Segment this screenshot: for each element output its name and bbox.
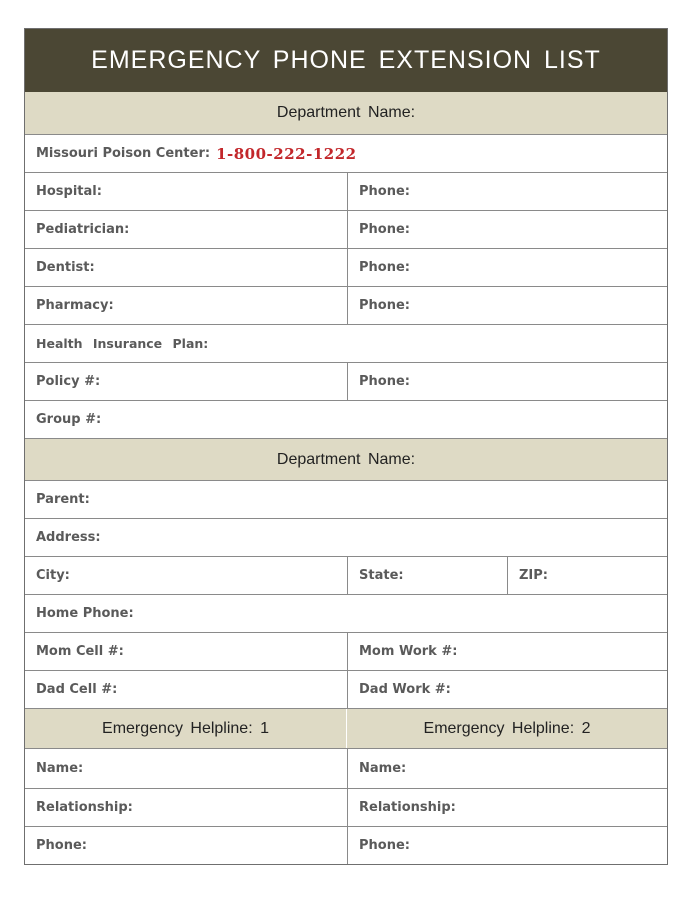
helpline-1-relationship-field[interactable]: Relationship:	[36, 800, 133, 815]
dentist-field[interactable]: Dentist:	[36, 260, 95, 275]
helpline-1-phone-field[interactable]: Phone:	[36, 838, 87, 853]
helpline-2-header: Emergency Helpline: 2	[423, 719, 591, 737]
city-field[interactable]: City:	[36, 568, 70, 583]
emergency-form	[24, 28, 668, 865]
hospital-field[interactable]: Hospital:	[36, 184, 102, 199]
policy-field[interactable]: Policy #:	[36, 374, 101, 389]
health-insurance-row	[25, 324, 667, 362]
poison-center-field[interactable]	[25, 135, 667, 172]
address-field[interactable]: Address:	[36, 530, 101, 545]
zip-field[interactable]: ZIP:	[507, 557, 667, 594]
poison-center-row	[25, 134, 667, 172]
home-phone-field[interactable]: Home Phone:	[36, 606, 134, 621]
pharmacy-field[interactable]: Pharmacy:	[36, 298, 114, 313]
helpline-2-name-field[interactable]: Name:	[347, 749, 667, 788]
mom-work-field[interactable]: Mom Work #:	[347, 633, 667, 670]
section-header-department-2	[25, 438, 667, 480]
policy-row	[25, 362, 667, 400]
health-insurance-field[interactable]: Health Insurance Plan:	[36, 336, 209, 351]
mom-row	[25, 632, 667, 670]
helpline-2-phone-field[interactable]: Phone:	[347, 827, 667, 864]
mom-cell-field[interactable]: Mom Cell #:	[36, 644, 124, 659]
dentist-row	[25, 248, 667, 286]
pediatrician-field[interactable]: Pediatrician:	[36, 222, 130, 237]
state-field[interactable]: State:	[347, 557, 507, 594]
section-header-department-1	[25, 92, 667, 134]
group-field[interactable]: Group #:	[36, 412, 102, 427]
dad-work-field[interactable]: Dad Work #:	[347, 671, 667, 708]
pharmacy-phone-field[interactable]: Phone:	[347, 287, 667, 324]
department-name-header: Department Name:	[276, 104, 416, 121]
policy-phone-field[interactable]: Phone:	[347, 363, 667, 400]
helpline-phone-row	[25, 826, 667, 864]
helpline-1-name-field[interactable]: Name:	[36, 761, 84, 776]
department-name-header-2: Department Name:	[276, 450, 416, 468]
helpline-name-row	[25, 748, 667, 788]
dentist-phone-field[interactable]: Phone:	[347, 249, 667, 286]
poison-center-label: Missouri Poison Center:	[36, 146, 211, 161]
group-row	[25, 400, 667, 438]
dad-cell-field[interactable]: Dad Cell #:	[36, 682, 118, 697]
pharmacy-row	[25, 286, 667, 324]
hospital-row	[25, 172, 667, 210]
parent-field[interactable]: Parent:	[36, 492, 90, 507]
helpline-header-row	[25, 708, 667, 748]
helpline-relationship-row	[25, 788, 667, 826]
home-phone-row	[25, 594, 667, 632]
title-row	[25, 29, 667, 92]
city-state-zip-row	[25, 556, 667, 594]
helpline-2-relationship-field[interactable]: Relationship:	[347, 789, 667, 826]
address-row	[25, 518, 667, 556]
helpline-1-header: Emergency Helpline: 1	[25, 709, 347, 748]
pediatrician-row	[25, 210, 667, 248]
pediatrician-phone-field[interactable]: Phone:	[347, 211, 667, 248]
hospital-phone-field[interactable]: Phone:	[347, 173, 667, 210]
poison-center-number: 1-800-222-1222	[216, 144, 357, 163]
page-title: EMERGENCY PHONE EXTENSION LIST	[25, 29, 667, 92]
parent-row	[25, 480, 667, 518]
dad-row	[25, 670, 667, 708]
